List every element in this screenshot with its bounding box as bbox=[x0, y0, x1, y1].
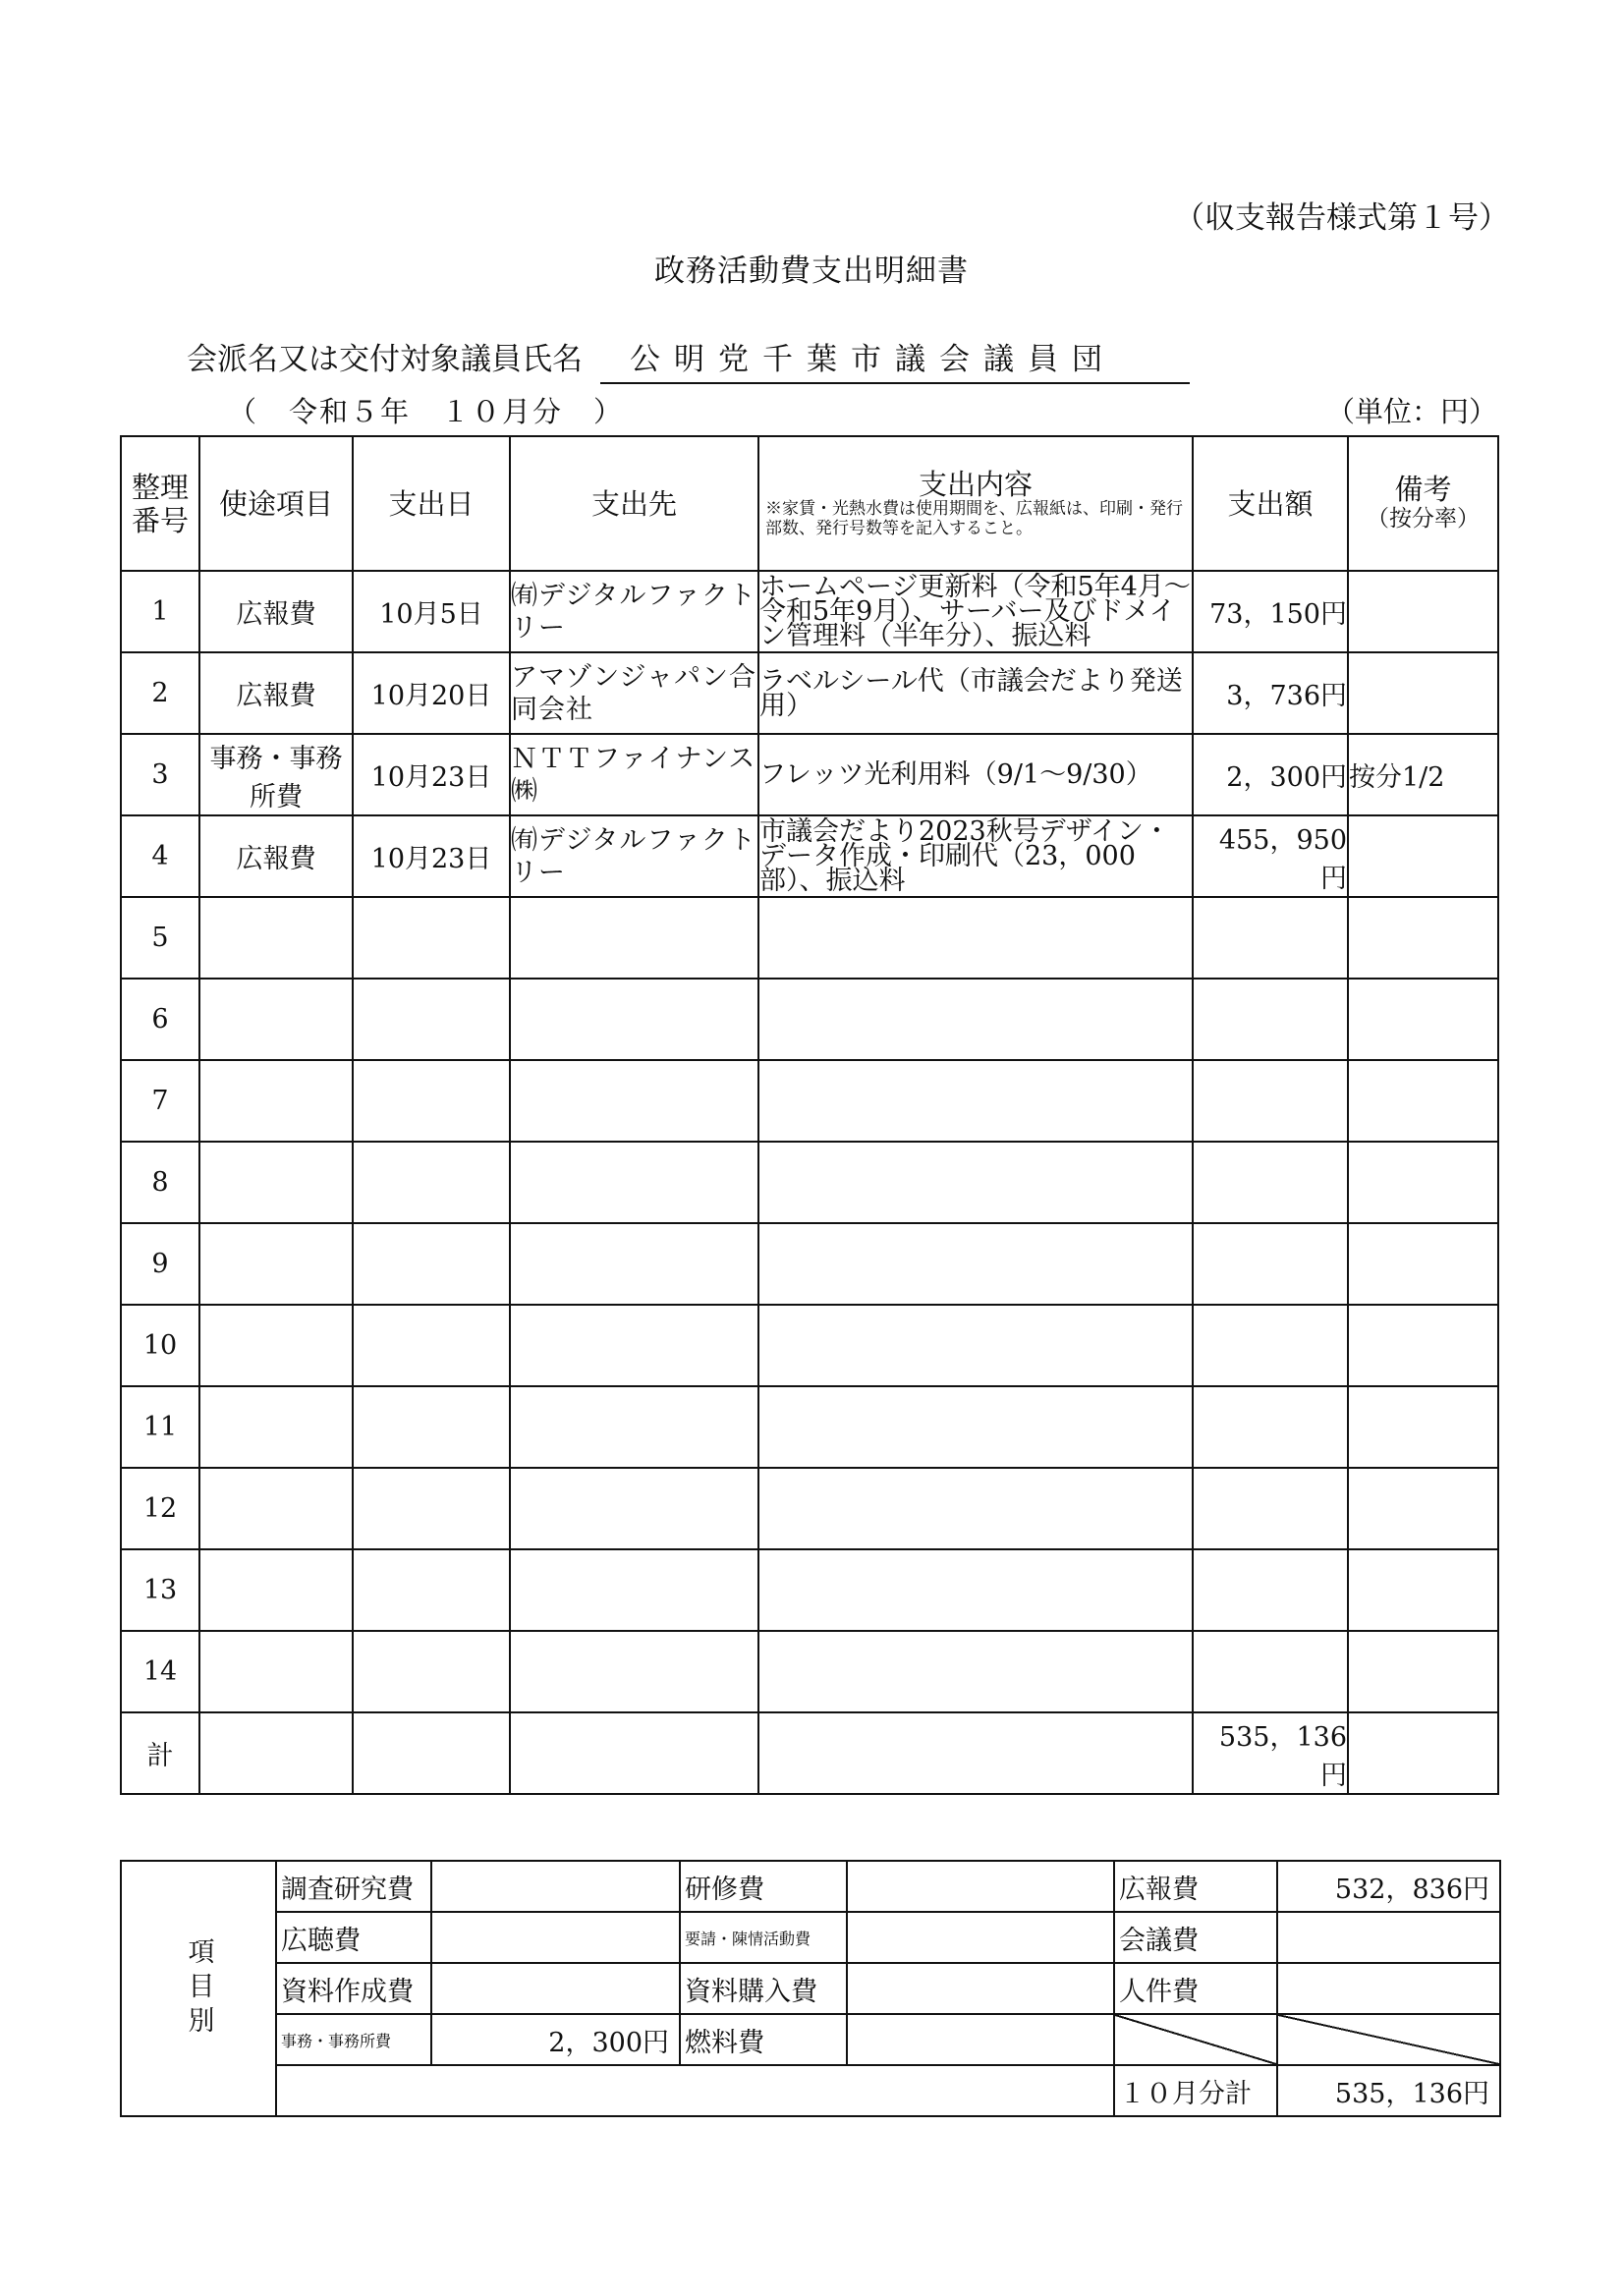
summary-value-pr: 532，836円 bbox=[1277, 1861, 1500, 1912]
row-content: ホームページ更新料（令和5年4月～令和5年9月）、サーバー及びドメイン管理料（半年分）、振込料 bbox=[758, 571, 1193, 652]
row-number: 8 bbox=[121, 1142, 199, 1223]
table-row bbox=[121, 1631, 1498, 1712]
row-content bbox=[758, 979, 1193, 1060]
row-date: 10月20日 bbox=[353, 652, 510, 734]
col-header-payee: 支出先 bbox=[510, 436, 758, 571]
col-header-usage: 使途項目 bbox=[199, 436, 353, 571]
row-date bbox=[353, 1060, 510, 1142]
row-content bbox=[758, 1060, 1193, 1142]
col-header-no: 整理番号 bbox=[121, 436, 199, 571]
row-amount bbox=[1193, 1386, 1348, 1468]
row-number: 3 bbox=[121, 734, 199, 815]
row-number: 6 bbox=[121, 979, 199, 1060]
row-date bbox=[353, 1142, 510, 1223]
row-amount bbox=[1193, 897, 1348, 979]
summary-label-fuel: 燃料費 bbox=[680, 2014, 847, 2065]
row-amount bbox=[1193, 1305, 1348, 1386]
row-amount bbox=[1193, 1549, 1348, 1631]
row-payee: ＮＴＴファイナンス㈱ bbox=[510, 734, 758, 815]
row-content: ラベルシール代（市議会だより発送用） bbox=[758, 652, 1193, 734]
row-payee bbox=[510, 1060, 758, 1142]
row-date bbox=[353, 979, 510, 1060]
row-payee: アマゾンジャパン合同会社 bbox=[510, 652, 758, 734]
row-remarks bbox=[1348, 1386, 1498, 1468]
row-amount: 73，150円 bbox=[1193, 571, 1348, 652]
row-payee bbox=[510, 1386, 758, 1468]
row-date bbox=[353, 1631, 510, 1712]
table-row bbox=[121, 734, 1498, 815]
row-number: 2 bbox=[121, 652, 199, 734]
table-row bbox=[121, 1142, 1498, 1223]
table-row bbox=[121, 979, 1498, 1060]
summary-label-materials-making: 資料作成費 bbox=[276, 1963, 431, 2014]
table-row bbox=[121, 571, 1498, 652]
table-row bbox=[121, 1468, 1498, 1549]
table-row bbox=[121, 1223, 1498, 1305]
row-remarks bbox=[1348, 1142, 1498, 1223]
row-amount bbox=[1193, 1468, 1348, 1549]
summary-label-personnel: 人件費 bbox=[1114, 1963, 1277, 2014]
summary-label-research: 調査研究費 bbox=[276, 1861, 431, 1912]
unit-label: （単位：円） bbox=[1326, 395, 1498, 428]
row-amount bbox=[1193, 1223, 1348, 1305]
document-title: 政務活動費支出明細書 bbox=[654, 253, 969, 289]
row-content bbox=[758, 897, 1193, 979]
table-row bbox=[121, 1386, 1498, 1468]
row-remarks bbox=[1348, 979, 1498, 1060]
row-content bbox=[758, 1305, 1193, 1386]
summary-value-month-total: 535，136円 bbox=[1277, 2065, 1500, 2116]
row-usage bbox=[199, 1223, 353, 1305]
row-payee bbox=[510, 1468, 758, 1549]
group-name: 公明党千葉市議会議員団 bbox=[600, 334, 1190, 384]
row-amount bbox=[1193, 1631, 1348, 1712]
row-number: 1 bbox=[121, 571, 199, 652]
summary-blank-cell bbox=[276, 2065, 1114, 2116]
diagonal-blank-cell bbox=[1114, 2014, 1277, 2065]
row-usage bbox=[199, 897, 353, 979]
row-payee bbox=[510, 1142, 758, 1223]
table-row bbox=[121, 897, 1498, 979]
row-date: 10月23日 bbox=[353, 734, 510, 815]
row-payee bbox=[510, 1223, 758, 1305]
row-number: 5 bbox=[121, 897, 199, 979]
row-number: 9 bbox=[121, 1223, 199, 1305]
row-amount: 3，736円 bbox=[1193, 652, 1348, 734]
row-amount bbox=[1193, 1142, 1348, 1223]
row-usage bbox=[199, 1305, 353, 1386]
summary-label-pr: 広報費 bbox=[1114, 1861, 1277, 1912]
row-content bbox=[758, 1468, 1193, 1549]
summary-value-materials-making bbox=[431, 1963, 680, 2014]
row-date bbox=[353, 897, 510, 979]
row-content: フレッツ光利用料（9/1～9/30） bbox=[758, 734, 1193, 815]
table-row bbox=[121, 1549, 1498, 1631]
summary-value-hearing bbox=[431, 1912, 680, 1963]
row-remarks: 按分1/2 bbox=[1348, 734, 1498, 815]
row-content: 市議会だより2023秋号デザイン・データ作成・印刷代（23，000部）、振込料 bbox=[758, 815, 1193, 897]
diagonal-blank-cell bbox=[1277, 2014, 1500, 2065]
row-date bbox=[353, 1386, 510, 1468]
summary-label-hearing: 広聴費 bbox=[276, 1912, 431, 1963]
table-row bbox=[121, 815, 1498, 897]
row-payee bbox=[510, 1631, 758, 1712]
row-amount bbox=[1193, 1060, 1348, 1142]
row-remarks bbox=[1348, 1305, 1498, 1386]
form-number-label: （収支報告様式第１号） bbox=[1174, 200, 1509, 236]
row-number: 10 bbox=[121, 1305, 199, 1386]
row-usage: 広報費 bbox=[199, 652, 353, 734]
row-payee bbox=[510, 1305, 758, 1386]
row-date: 10月23日 bbox=[353, 815, 510, 897]
row-usage bbox=[199, 979, 353, 1060]
row-remarks bbox=[1348, 571, 1498, 652]
row-date bbox=[353, 1468, 510, 1549]
summary-value-materials-purchase bbox=[847, 1963, 1114, 2014]
summary-label-office: 事務・事務所費 bbox=[276, 2014, 431, 2065]
row-payee bbox=[510, 1549, 758, 1631]
col-header-content bbox=[758, 436, 1193, 571]
row-number: 7 bbox=[121, 1060, 199, 1142]
summary-label-training: 研修費 bbox=[680, 1861, 847, 1912]
report-period: （ 令和５年 １０月分 ） bbox=[228, 395, 625, 428]
row-usage bbox=[199, 1142, 353, 1223]
content-header-title: 支出内容 bbox=[918, 467, 1033, 501]
row-remarks bbox=[1348, 1468, 1498, 1549]
table-row bbox=[121, 1060, 1498, 1142]
summary-value-meeting bbox=[1277, 1912, 1500, 1963]
total-content-cell bbox=[758, 1712, 1193, 1794]
row-number: 13 bbox=[121, 1549, 199, 1631]
row-number: 4 bbox=[121, 815, 199, 897]
summary-label-month-total: １０月分計 bbox=[1114, 2065, 1277, 2116]
row-amount: 2，300円 bbox=[1193, 734, 1348, 815]
row-number: 12 bbox=[121, 1468, 199, 1549]
row-payee: ㈲デジタルファクトリー bbox=[510, 571, 758, 652]
row-usage bbox=[199, 1631, 353, 1712]
row-usage: 広報費 bbox=[199, 815, 353, 897]
row-amount bbox=[1193, 979, 1348, 1060]
row-content bbox=[758, 1142, 1193, 1223]
summary-value-office: 2，300円 bbox=[431, 2014, 680, 2065]
row-usage bbox=[199, 1386, 353, 1468]
row-usage bbox=[199, 1468, 353, 1549]
table-row bbox=[121, 1305, 1498, 1386]
row-remarks bbox=[1348, 1549, 1498, 1631]
summary-value-petition bbox=[847, 1912, 1114, 1963]
table-header-row bbox=[121, 436, 1498, 571]
row-remarks bbox=[1348, 897, 1498, 979]
total-usage-cell bbox=[199, 1712, 353, 1794]
summary-label-meeting: 会議費 bbox=[1114, 1912, 1277, 1963]
group-line bbox=[187, 334, 1190, 384]
row-payee bbox=[510, 897, 758, 979]
row-payee: ㈲デジタルファクトリー bbox=[510, 815, 758, 897]
total-payee-cell bbox=[510, 1712, 758, 1794]
row-payee bbox=[510, 979, 758, 1060]
row-usage: 事務・事務所費 bbox=[199, 734, 353, 815]
total-row bbox=[121, 1712, 1498, 1794]
summary-value-fuel bbox=[847, 2014, 1114, 2065]
total-label: 計 bbox=[121, 1712, 199, 1794]
row-usage bbox=[199, 1549, 353, 1631]
row-remarks bbox=[1348, 1060, 1498, 1142]
row-date bbox=[353, 1549, 510, 1631]
row-usage: 広報費 bbox=[199, 571, 353, 652]
summary-side-label: 項目別 bbox=[121, 1861, 276, 2116]
row-remarks bbox=[1348, 1223, 1498, 1305]
category-summary-table bbox=[120, 1860, 1501, 2117]
row-content bbox=[758, 1386, 1193, 1468]
col-header-remarks bbox=[1348, 436, 1498, 571]
row-date bbox=[353, 1223, 510, 1305]
col-header-date: 支出日 bbox=[353, 436, 510, 571]
row-content bbox=[758, 1223, 1193, 1305]
total-date-cell bbox=[353, 1712, 510, 1794]
summary-value-research bbox=[431, 1861, 680, 1912]
content-header-note: ※家賃・光熱水費は使用期間を、広報紙は、印刷・発行部数、発行号数等を記入すること。 bbox=[765, 498, 1183, 538]
row-remarks bbox=[1348, 1631, 1498, 1712]
summary-value-personnel bbox=[1277, 1963, 1500, 2014]
row-number: 11 bbox=[121, 1386, 199, 1468]
row-usage bbox=[199, 1060, 353, 1142]
table-row bbox=[121, 652, 1498, 734]
summary-label-materials-purchase: 資料購入費 bbox=[680, 1963, 847, 2014]
remarks-header-sub: （按分率） bbox=[1367, 505, 1480, 532]
row-remarks bbox=[1348, 652, 1498, 734]
group-label: 会派名又は交付対象議員氏名 bbox=[187, 342, 583, 377]
total-remarks-cell bbox=[1348, 1712, 1498, 1794]
remarks-header-title: 備考 bbox=[1394, 472, 1452, 506]
row-remarks bbox=[1348, 815, 1498, 897]
row-amount: 455，950円 bbox=[1193, 815, 1348, 897]
summary-label-petition: 要請・陳情活動費 bbox=[680, 1912, 847, 1963]
col-header-amount: 支出額 bbox=[1193, 436, 1348, 571]
row-date: 10月5日 bbox=[353, 571, 510, 652]
row-date bbox=[353, 1305, 510, 1386]
expense-table bbox=[120, 435, 1499, 1795]
row-content bbox=[758, 1631, 1193, 1712]
summary-value-training bbox=[847, 1861, 1114, 1912]
total-amount: 535，136円 bbox=[1193, 1712, 1348, 1794]
row-number: 14 bbox=[121, 1631, 199, 1712]
row-content bbox=[758, 1549, 1193, 1631]
